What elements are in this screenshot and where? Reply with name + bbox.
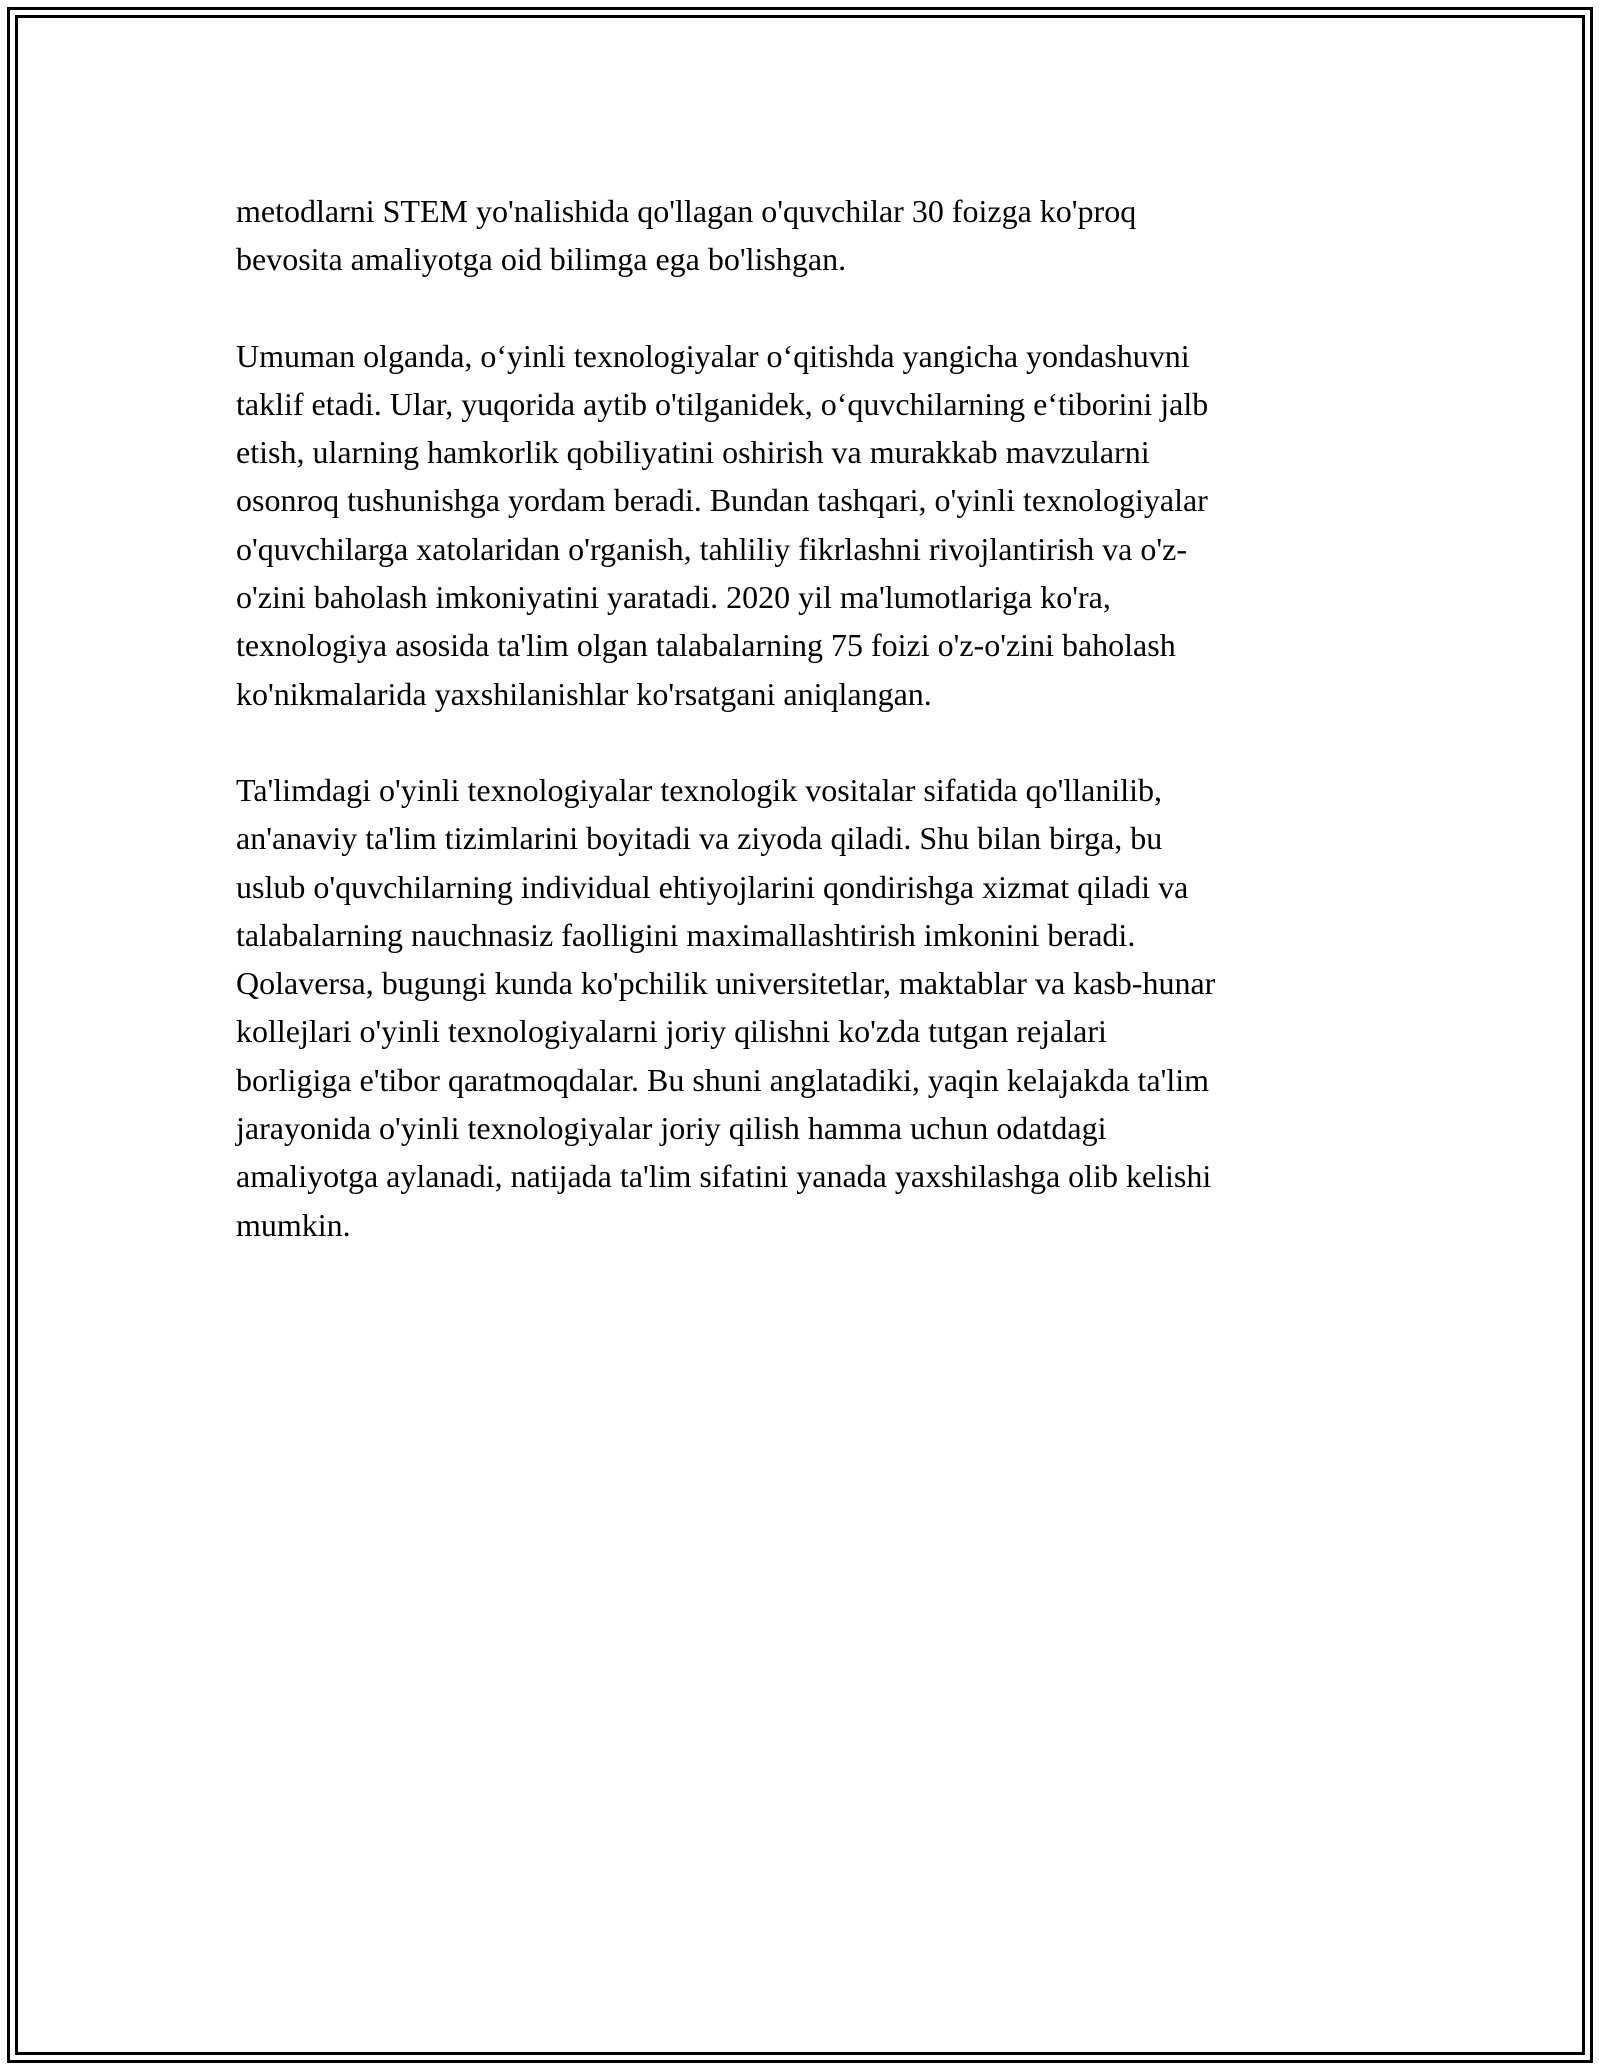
paragraph-game-technologies-summary: Umuman olganda, o‘yinli texnologiyalar o‘qitishda yangicha yondashuvni taklif etadi. Ular, yuqorida aytib o'tilganidek, o‘quvchilarning e‘tiborini jalb etish, ularning hamkorlik qobiliyatini oshirish va murakkab mavzularni osonroq tushunishga yordam beradi. Bundan tashqari, o'yinli texnologiyalar o'quvchilarga xatolaridan o'rganish, tahliliy fikrlashni rivojlantirish va o'z- o'zini baholash imkoniyatini yaratadi. 2020 yil ma'lumotlariga ko'ra, texnologiya asosida ta'lim olgan talabalarning 75 foizi o'z-o'zini baholash ko'nikmalarida yaxshilanishlar ko'rsatgani aniqlangan. (236, 337, 1209, 712)
paragraph-stem-methods: metodlarni STEM yo'nalishida qo'llagan o'quvchilar 30 foizga ko'proq bevosita amaliyotga oid bilimga ega bo'lishgan. (236, 193, 1137, 278)
paragraph-education-future: Ta'limdagi o'yinli texnologiyalar texnologik vositalar sifatida qo'llanilib, an'anaviy ta'lim tizimlarini boyitadi va ziyoda qiladi. Shu bilan birga, bu uslub o'quvchilarning individual ehtiyojlarini qondirishga xizmat qiladi va talabalarning nauchnasiz faolligini maximallashtirish imkonini beradi. Qolaversa, bugungi kunda ko'pchilik universitetlar, maktablar va kasb-hunar kollejlari o'yinli texnologiyalarni joriy qilishni ko'zda tutgan rejalari borligiga e'tibor qaratmoqdalar. Bu shuni anglatadiki, yaqin kelajakda ta'lim jarayonida o'yinli texnologiyalar joriy qilish hamma uchun odatdagi amaliyotga aylanadi, natijada ta'lim sifatini yanada yaxshilashga olib kelishi mumkin. (236, 771, 1216, 1243)
document-body (236, 187, 1366, 1297)
